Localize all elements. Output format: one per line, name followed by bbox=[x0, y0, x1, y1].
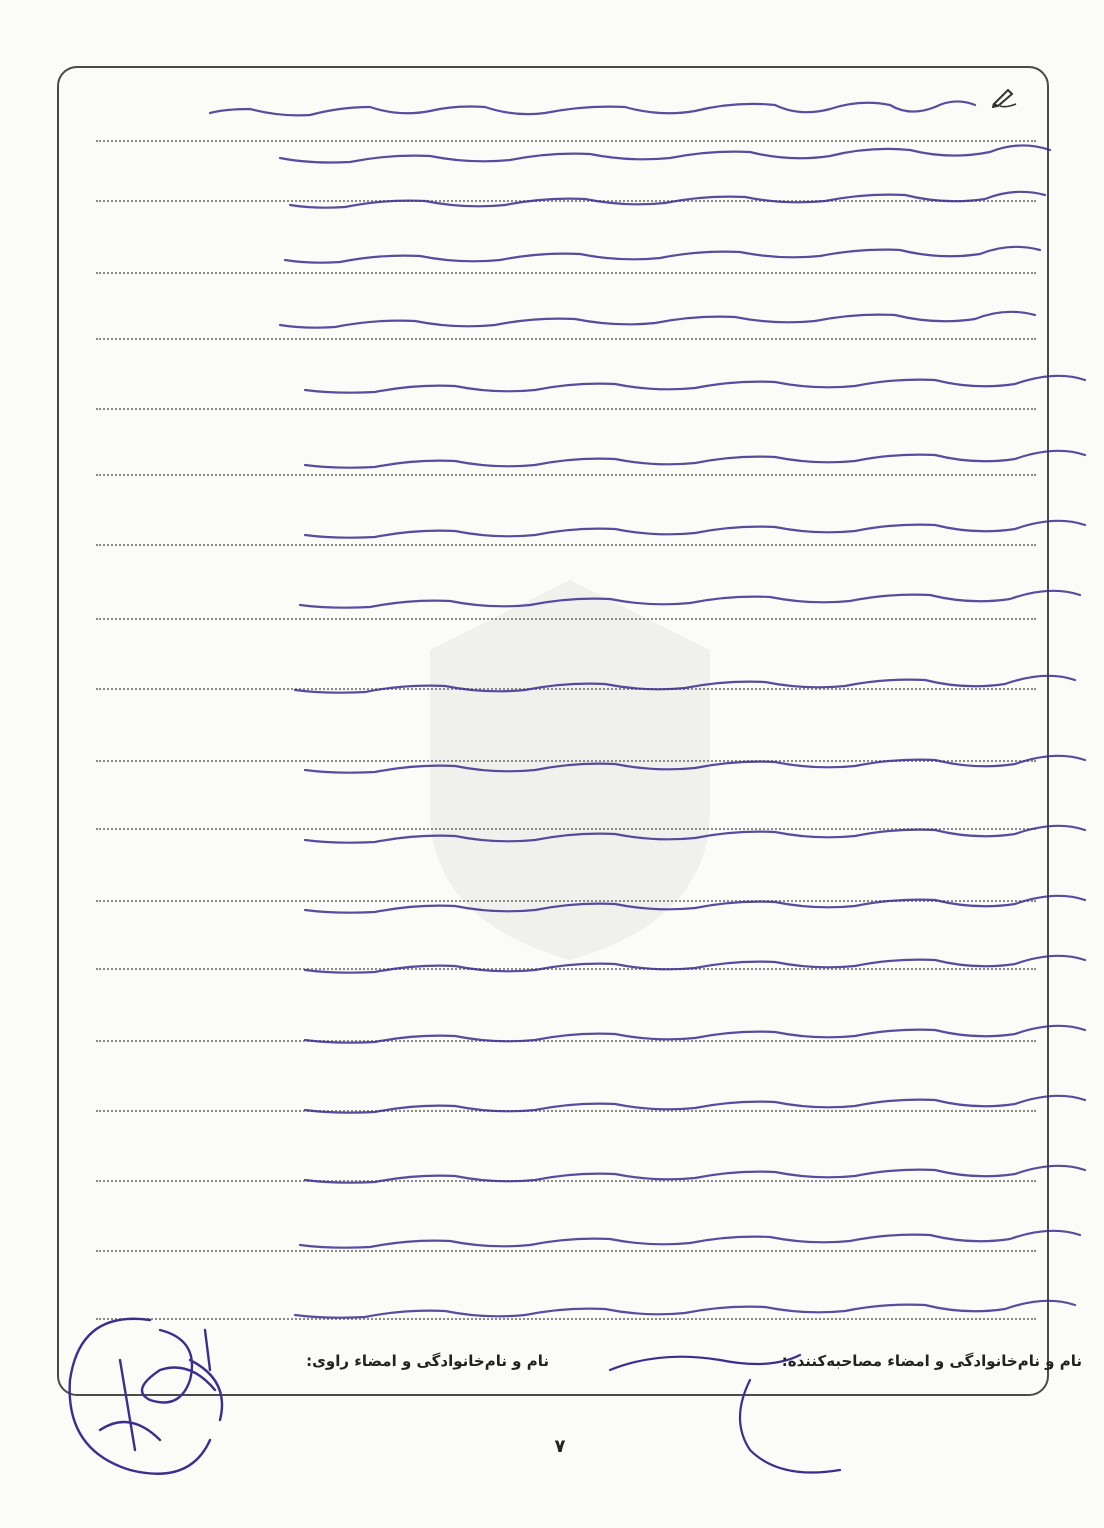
interviewer-signature-label: نام و نام‌خانوادگی و امضاء مصاحبه‌کننده: bbox=[781, 1352, 1082, 1370]
page-number: ۷ bbox=[554, 1436, 566, 1457]
narrator-signature bbox=[40, 1300, 260, 1500]
narrator-signature-label: نام و نام‌خانوادگی و امضاء راوی: bbox=[306, 1352, 549, 1370]
